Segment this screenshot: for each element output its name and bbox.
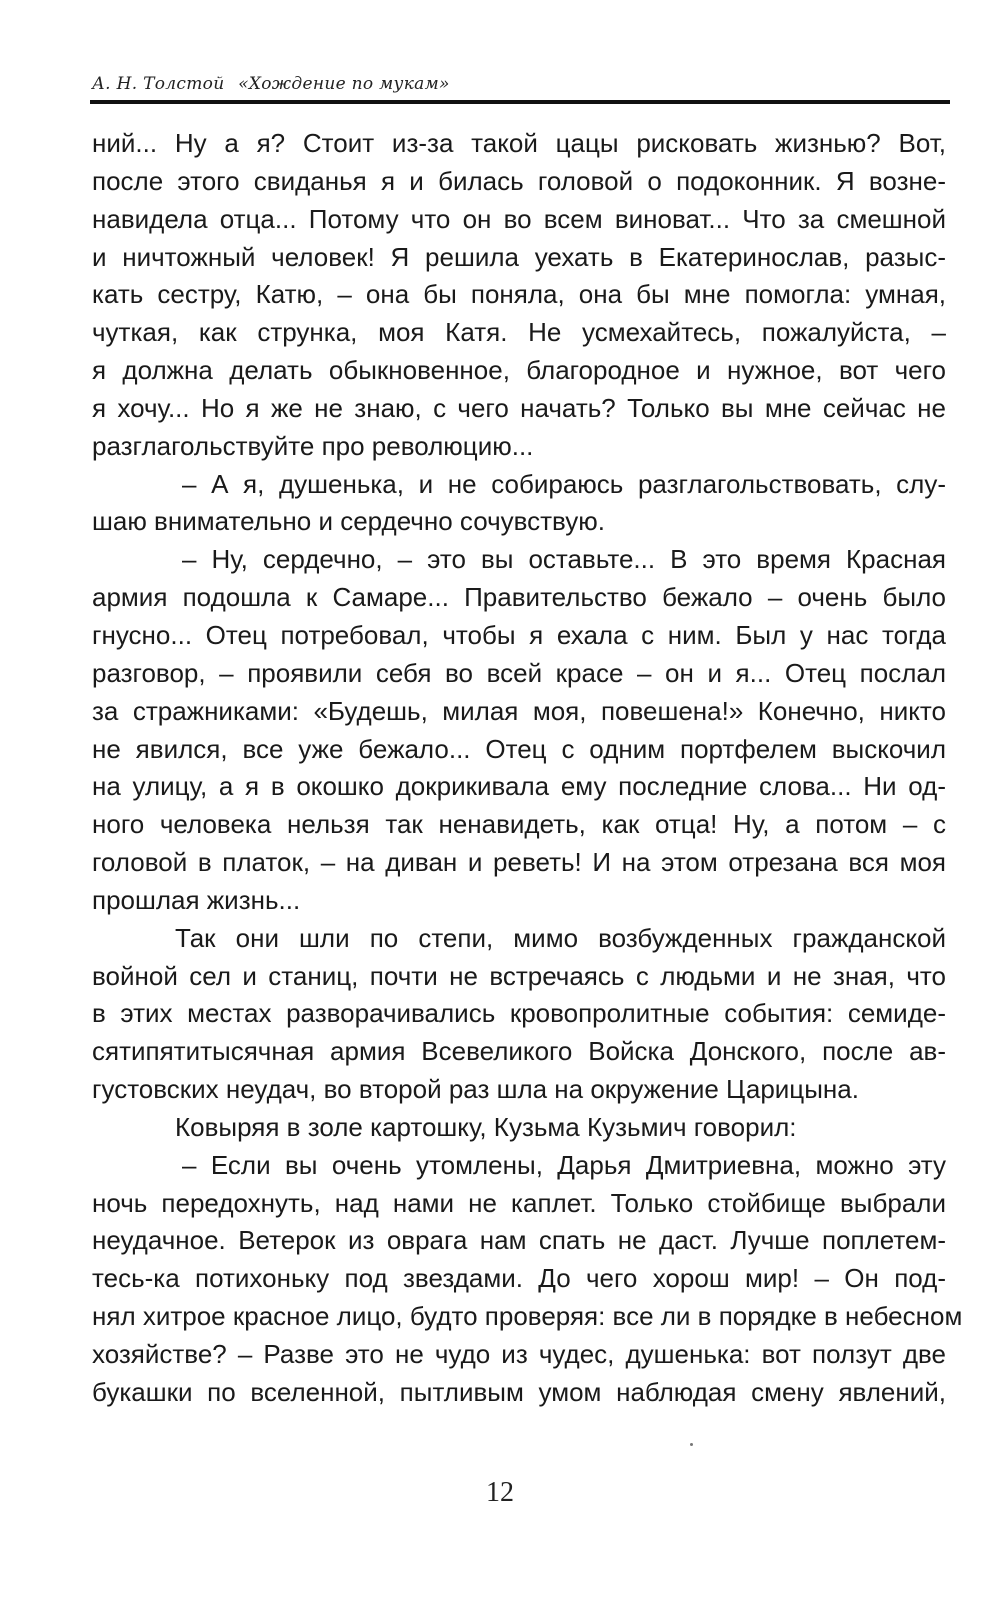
text-line: прошлая жизнь... (92, 884, 301, 915)
page-number: 12 (486, 1477, 514, 1508)
print-speck (690, 1443, 693, 1446)
text-line: я хочу... Но я же не знаю, с чего начать? Только вы мне сейчас не (92, 392, 946, 423)
text-line: нял хитрое красное лицо, будто проверяя: все ли в порядке в небесном (92, 1301, 963, 1332)
text-line: не явился, все уже бежало... Отец с одним портфелем выскочил (92, 733, 946, 764)
text-line: сятипятитысячная армия Всевеликого Войска Донского, после ав- (92, 1036, 946, 1067)
text-line: после этого свиданья я и билась головой о подоконник. Я возне- (92, 165, 946, 196)
text-line: армия подошла к Самаре... Правительство бежало – очень было (92, 582, 946, 613)
text-line: тесь-ка потихоньку под звездами. До чего хорош мир! – Он под- (92, 1263, 946, 1294)
text-line: гнусно... Отец потребовал, чтобы я ехала с ним. Был у нас тогда (92, 619, 946, 650)
text-line: я должна делать обыкновенное, благородное и нужное, вот чего (92, 355, 946, 386)
text-line: разглагольствуйте про революцию... (92, 430, 534, 461)
text-line: войной сел и станиц, почти не встречаясь с людьми и не зная, что (92, 960, 946, 991)
header-author: А. Н. Толстой (92, 74, 225, 94)
text-line: разговор, – проявили себя во всей красе – он и я... Отец послал (92, 657, 946, 688)
text-line: и ничтожный человек! Я решила уехать в Екатеринослав, разыс- (92, 241, 946, 272)
text-line: навидела отца... Потому что он во всем виноват... Что за смешной (92, 203, 946, 234)
text-line: за стражниками: «Будешь, милая моя, повешена!» Конечно, никто (92, 695, 946, 726)
text-line: – Если вы очень утомлены, Дарья Дмитриевна, можно эту (182, 1149, 946, 1180)
text-line: шаю внимательно и сердечно сочувствую. (92, 506, 606, 537)
text-line: ночь передохнуть, над нами не каплет. Только стойбище выбрали (92, 1187, 946, 1218)
text-line: ний... Ну а я? Стоит из-за такой цацы рисковать жизнью? Вот, (92, 128, 946, 158)
text-line: – Ну, сердечно, – это вы оставьте... В это время Красная (182, 544, 946, 575)
text-line: Ковыряя в золе картошку, Кузьма Кузьмич говорил: (175, 1111, 797, 1142)
text-line: букашки по вселенной, пытливым умом наблюдая смену явлений, (92, 1376, 946, 1407)
text-line: – А я, душенька, и не собираюсь разглагольствовать, слу- (182, 468, 946, 499)
text-line: в этих местах разворачивались кровопролитные события: семиде- (92, 998, 946, 1029)
text-line: чуткая, как струнка, моя Катя. Не усмехайтесь, пожалуйста, – (92, 317, 946, 348)
body-text (92, 125, 963, 1412)
text-line: неудачное. Ветерок из оврага нам спать не даст. Лучше поплетем- (92, 1225, 946, 1256)
text-line: кать сестру, Катю, – она бы поняла, она бы мне помогла: умная, (92, 279, 946, 310)
running-header (92, 74, 450, 94)
text-line: на улицу, а я в окошко докрикивала ему последние слова... Ни од- (92, 771, 946, 802)
header-book-title: «Хождение по мукам» (238, 74, 450, 94)
text-line: ного человека нельзя так ненавидеть, как отца! Ну, а потом – с (92, 809, 946, 840)
text-line: густовских неудач, во второй раз шла на окружение Царицына. (92, 1074, 859, 1105)
text-line: хозяйстве? – Разве это не чудо из чудес, душенька: вот ползут две (92, 1339, 946, 1369)
text-line: Так они шли по степи, мимо возбужденных гражданской (175, 922, 946, 953)
text-line: головой в платок, – на диван и реветь! И на этом отрезана вся моя (92, 847, 946, 878)
header-rule (90, 100, 950, 104)
